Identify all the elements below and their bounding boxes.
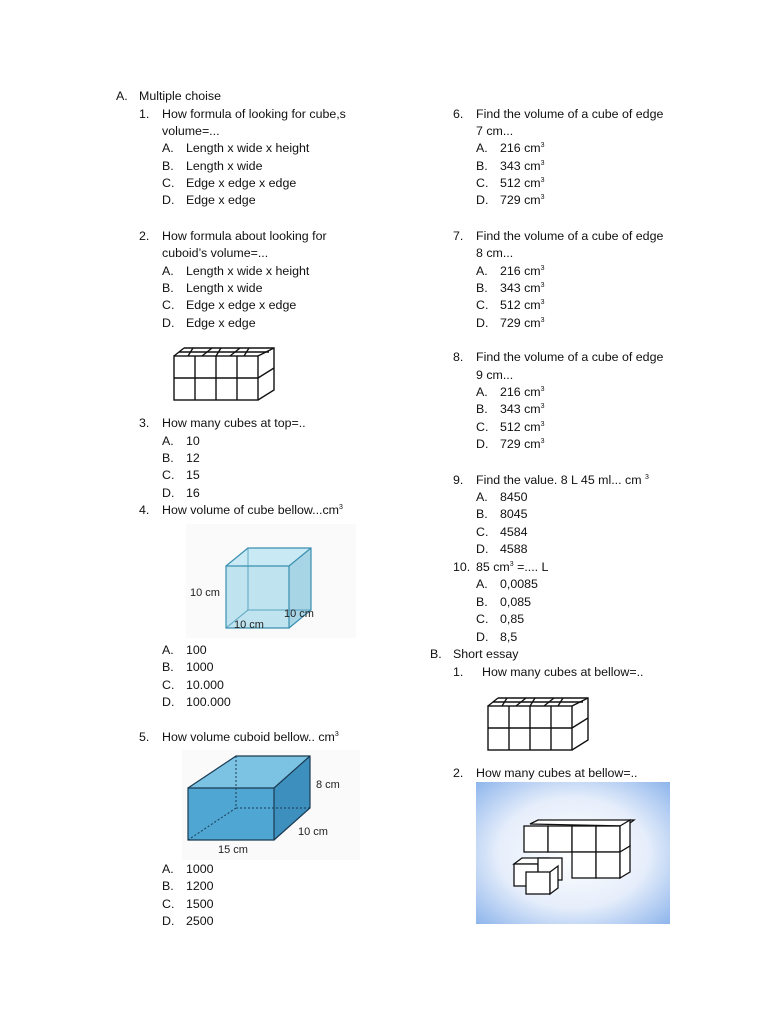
section-b-title: Short essay — [453, 647, 519, 661]
q10-option-d: 8,5 — [500, 630, 518, 644]
q5-label-height: 8 cm — [316, 779, 340, 791]
q4-option-c-letter: C. — [162, 678, 175, 692]
q3-option-b: 12 — [186, 451, 200, 465]
q2-option-a: Length x wide x height — [186, 264, 310, 278]
q5-option-c: 1500 — [186, 897, 214, 911]
q2-number: 2. — [139, 229, 150, 243]
q5-option-d: 2500 — [186, 914, 214, 928]
q3-option-c-letter: C. — [162, 468, 175, 482]
q9-number: 9. — [453, 473, 464, 487]
q7-option-d-letter: D. — [476, 316, 489, 330]
q5-number: 5. — [139, 730, 150, 744]
cube-stack-figure-essay2 — [476, 782, 670, 924]
q8-text-line2: 9 cm... — [476, 368, 514, 382]
q5-label-depth: 10 cm — [298, 826, 328, 838]
q5-option-d-letter: D. — [162, 914, 175, 928]
q9-option-b-letter: B. — [476, 507, 488, 521]
q3-option-b-letter: B. — [162, 451, 174, 465]
q10-option-a: 0,0085 — [500, 577, 538, 591]
q1-text-line1: How formula of looking for cube,s — [162, 107, 346, 121]
q8-option-d: 729 $cm^3$ — [500, 437, 545, 451]
essay-1-number: 1. — [453, 665, 464, 679]
q8-option-c: 512 $cm^3$ — [500, 420, 545, 434]
q10-option-a-letter: A. — [476, 577, 488, 591]
q8-option-b: 343 $cm^3$ — [500, 402, 545, 416]
q4-option-d-letter: D. — [162, 695, 175, 709]
q7-option-d: 729 $cm^3$ — [500, 316, 545, 330]
q7-number: 7. — [453, 229, 464, 243]
q8-option-a: 216 $cm^3$ — [500, 385, 545, 399]
q6-option-a-letter: A. — [476, 141, 488, 155]
q4-text: How volume of cube $bellow...cm^3$ — [162, 503, 343, 517]
q2-option-c: Edge x edge x edge — [186, 298, 297, 312]
q5-option-a-letter: A. — [162, 862, 174, 876]
essay-2-text: How many cubes at bellow=.. — [476, 766, 638, 780]
q1-number: 1. — [139, 107, 150, 121]
q3-option-a-letter: A. — [162, 434, 174, 448]
cuboid-figure-q5 — [182, 750, 360, 860]
q1-option-b-letter: B. — [162, 159, 174, 173]
q9-text: Find the value. 8 L 45 ml... cm $^3$ — [476, 473, 649, 487]
q6-option-d: 729 $cm^3$ — [500, 193, 545, 207]
q4-option-a-letter: A. — [162, 643, 174, 657]
q4-number: 4. — [139, 503, 150, 517]
q4-label-bottom: 10 cm — [234, 619, 264, 631]
q2-option-b-letter: B. — [162, 281, 174, 295]
q2-option-c-letter: C. — [162, 298, 175, 312]
q10-text: 85 $cm^3$ =.... L — [476, 560, 549, 574]
q6-text-line2: 7 cm... — [476, 124, 514, 138]
q2-text-line1: How formula about looking for — [162, 229, 327, 243]
q2-option-d-letter: D. — [162, 316, 175, 330]
q1-option-a: Length x wide x height — [186, 141, 310, 155]
essay-2-number: 2. — [453, 766, 464, 780]
q4-label-right: 10 cm — [284, 608, 314, 620]
q9-option-b: 8045 — [500, 507, 528, 521]
q7-option-c: 512 $cm^3$ — [500, 298, 545, 312]
q5-label-length: 15 cm — [218, 844, 248, 856]
q5-option-b-letter: B. — [162, 879, 174, 893]
q7-option-c-letter: C. — [476, 298, 489, 312]
q7-option-a: 216 $cm^3$ — [500, 264, 545, 278]
q9-option-a: 8450 — [500, 490, 528, 504]
q6-option-c: 512 $cm^3$ — [500, 176, 545, 190]
cube-figure-q4 — [186, 524, 356, 638]
q7-text-line2: 8 cm... — [476, 246, 514, 260]
q1-option-d-letter: D. — [162, 193, 175, 207]
q4-option-b: 1000 — [186, 660, 214, 674]
q10-option-c-letter: C. — [476, 612, 489, 626]
q8-option-a-letter: A. — [476, 385, 488, 399]
q1-option-c-letter: C. — [162, 176, 175, 190]
q6-number: 6. — [453, 107, 464, 121]
q3-text: How many cubes at top=.. — [162, 416, 306, 430]
q10-option-b-letter: B. — [476, 595, 488, 609]
q4-option-b-letter: B. — [162, 660, 174, 674]
q7-option-b: 343 $cm^3$ — [500, 281, 545, 295]
q8-option-b-letter: B. — [476, 402, 488, 416]
q10-option-b: 0,085 — [500, 595, 532, 609]
q3-option-a: 10 — [186, 434, 200, 448]
q6-option-d-letter: D. — [476, 193, 489, 207]
q4-option-a: 100 — [186, 643, 207, 657]
q4-option-d: 100.000 — [186, 695, 231, 709]
q10-number: 10. — [453, 560, 471, 574]
q2-option-d: Edge x edge — [186, 316, 256, 330]
q6-option-a: 216 $cm^3$ — [500, 141, 545, 155]
q6-option-b: 343 $cm^3$ — [500, 159, 545, 173]
q9-option-c: 4584 — [500, 525, 528, 539]
q9-option-c-letter: C. — [476, 525, 489, 539]
q3-option-d: 16 — [186, 486, 200, 500]
q1-option-d: Edge x edge — [186, 193, 256, 207]
q1-text-line2: volume=... — [162, 124, 220, 138]
q1-option-b: Length x wide — [186, 159, 263, 173]
cube-block-figure-essay1 — [484, 694, 596, 754]
cube-block-figure-q3 — [170, 344, 282, 404]
q5-option-b: 1200 — [186, 879, 214, 893]
section-b-letter: B. — [430, 647, 442, 661]
q4-label-left: 10 cm — [190, 587, 220, 599]
q2-text-line2: cuboid’s volume=... — [162, 246, 269, 260]
q8-option-d-letter: D. — [476, 437, 489, 451]
q2-option-b: Length x wide — [186, 281, 263, 295]
q8-option-c-letter: C. — [476, 420, 489, 434]
q3-number: 3. — [139, 416, 150, 430]
q7-option-b-letter: B. — [476, 281, 488, 295]
q10-option-d-letter: D. — [476, 630, 489, 644]
essay-1-text: How many cubes at bellow=.. — [482, 665, 644, 679]
q5-option-c-letter: C. — [162, 897, 175, 911]
section-a-letter: A. — [116, 89, 128, 103]
q2-option-a-letter: A. — [162, 264, 174, 278]
q1-option-a-letter: A. — [162, 141, 174, 155]
q7-text-line1: Find the volume of a cube of edge — [476, 229, 664, 243]
q9-option-d: 4588 — [500, 542, 528, 556]
section-a-title: Multiple choise — [139, 89, 221, 103]
q6-text-line1: Find the volume of a cube of edge — [476, 107, 664, 121]
q8-text-line1: Find the volume of a cube of edge — [476, 350, 664, 364]
q5-option-a: 1000 — [186, 862, 214, 876]
q6-option-c-letter: C. — [476, 176, 489, 190]
q3-option-c: 15 — [186, 468, 200, 482]
q10-option-c: 0,85 — [500, 612, 525, 626]
q1-option-c: Edge x edge x edge — [186, 176, 297, 190]
q4-option-c: 10.000 — [186, 678, 224, 692]
q7-option-a-letter: A. — [476, 264, 488, 278]
q6-option-b-letter: B. — [476, 159, 488, 173]
q3-option-d-letter: D. — [162, 486, 175, 500]
q8-number: 8. — [453, 350, 464, 364]
q9-option-a-letter: A. — [476, 490, 488, 504]
q9-option-d-letter: D. — [476, 542, 489, 556]
q5-text: How volume cuboid bellow.. $cm^3$ — [162, 730, 339, 744]
